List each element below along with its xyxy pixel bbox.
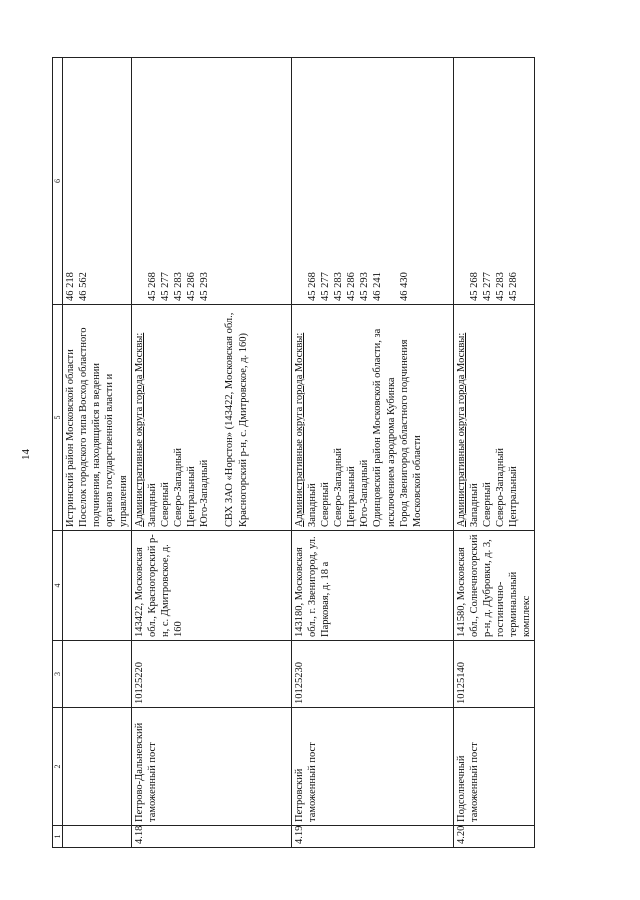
- table-row: [453, 58, 535, 848]
- oktmo-code: 46 430: [398, 272, 410, 301]
- territory-line: Северный: [481, 482, 493, 527]
- oktmo-code: 45 293: [359, 272, 371, 301]
- territory-line: Юго-Западный: [359, 459, 371, 527]
- cell-num: 4.20: [453, 826, 535, 848]
- cell-territory: [291, 305, 453, 531]
- territory-line: Северный: [159, 482, 171, 527]
- cell-oktmo: [291, 58, 453, 305]
- oktmo-code: 45 286: [186, 272, 198, 301]
- territory-line: управления: [117, 475, 129, 527]
- header-col-2: 2: [53, 708, 63, 826]
- cell-name: Петровский таможенный пост: [291, 708, 453, 826]
- page-number: 14: [20, 449, 32, 460]
- oktmo-code: 45 283: [333, 272, 344, 301]
- cell-address: 143422, Московская обл., Красногорский р-н, с. Дмитровское, д. 160: [131, 531, 291, 641]
- cell-territory: [63, 305, 132, 531]
- cell-oktmo: [453, 58, 535, 305]
- cell-code: [63, 641, 132, 708]
- cell-name: [63, 708, 132, 826]
- cell-code: 10125220: [131, 641, 291, 708]
- cell-code: 10125230: [291, 641, 453, 708]
- territory-line: Поселок городского типа Восход областного: [78, 327, 90, 527]
- territory-line: Северо-Западный: [495, 447, 506, 527]
- cell-address: [63, 531, 132, 641]
- oktmo-code: 45 268: [306, 272, 318, 301]
- table-row: [291, 58, 453, 848]
- cell-num: [63, 826, 132, 848]
- oktmo-code: 46 218: [65, 272, 76, 301]
- cell-num: 4.19: [291, 826, 453, 848]
- territory-line: подчинения, находящийся в ведении: [91, 363, 103, 527]
- territory-line: Центральный: [346, 466, 358, 527]
- cell-territory: [453, 305, 535, 531]
- territory-line: Центральный: [508, 466, 520, 527]
- cell-num: 4.18: [131, 826, 291, 848]
- territory-line: Северо-Западный: [333, 447, 344, 527]
- header-col-6: 6: [53, 58, 63, 305]
- territory-line: Северо-Западный: [173, 447, 184, 527]
- territory-note: СВХ ЗАО «Норстон» (143422, Московская обл., Красногорский р-н, с. Дмитровское, д. 160): [224, 312, 249, 527]
- territory-line: Истринский район Московской области: [65, 349, 76, 527]
- territory-header: Административные округа города Москвы:: [455, 332, 467, 527]
- oktmo-code: 45 277: [319, 272, 331, 301]
- territory-line: Северный: [319, 482, 331, 527]
- territory-line: Западный: [306, 483, 318, 527]
- customs-posts-table: [52, 57, 535, 848]
- territory-header: Административные округа города Москвы:: [133, 332, 145, 527]
- oktmo-code: 45 286: [508, 272, 520, 301]
- oktmo-code: 45 268: [468, 272, 480, 301]
- table-row: [131, 58, 291, 848]
- territory-note: Одинцовский район Московской области, за исключением аэродрома Кубинка: [372, 328, 397, 527]
- territory-line: Центральный: [186, 466, 198, 527]
- oktmo-code: 45 268: [146, 272, 158, 301]
- cell-oktmo: [63, 58, 132, 305]
- cell-name: Подсолнечный таможенный пост: [453, 708, 535, 826]
- rotated-table-container: [52, 58, 612, 848]
- territory-line: органов государственной власти и: [104, 373, 116, 527]
- oktmo-code: 46 562: [78, 272, 90, 301]
- cell-address: 143180, Московская обл., г. Звенигород, ул. Парковая, д. 18 а: [291, 531, 453, 641]
- cell-address: 141580, Московская обл., Солнечногорский р-н, д. Дубровки, д. 3, гостинично-терминальный комплекс: [453, 531, 535, 641]
- territory-line: Юго-Западный: [199, 459, 211, 527]
- territory-line: Западный: [146, 483, 158, 527]
- cell-name: Петрово-Дальневский таможенный пост: [131, 708, 291, 826]
- table-row-continuation: [63, 58, 132, 848]
- oktmo-code: 45 293: [199, 272, 211, 301]
- cell-territory: [131, 305, 291, 531]
- cell-oktmo: [131, 58, 291, 305]
- oktmo-code: 45 283: [173, 272, 184, 301]
- header-col-4: 4: [53, 531, 63, 641]
- oktmo-code: 45 277: [481, 272, 493, 301]
- oktmo-code: 45 283: [495, 272, 506, 301]
- header-col-5: 5: [53, 305, 63, 531]
- cell-code: 10125140: [453, 641, 535, 708]
- header-col-3: 3: [53, 641, 63, 708]
- oktmo-code: 46 241: [372, 272, 384, 301]
- territory-header: Административные округа города Москвы:: [293, 332, 305, 527]
- territory-note: Город Звенигород областного подчинения Московской области: [398, 339, 423, 527]
- header-col-1: 1: [53, 826, 63, 848]
- territory-line: Западный: [468, 483, 480, 527]
- column-number-row: [53, 58, 63, 848]
- oktmo-code: 45 277: [159, 272, 171, 301]
- oktmo-code: 45 286: [346, 272, 358, 301]
